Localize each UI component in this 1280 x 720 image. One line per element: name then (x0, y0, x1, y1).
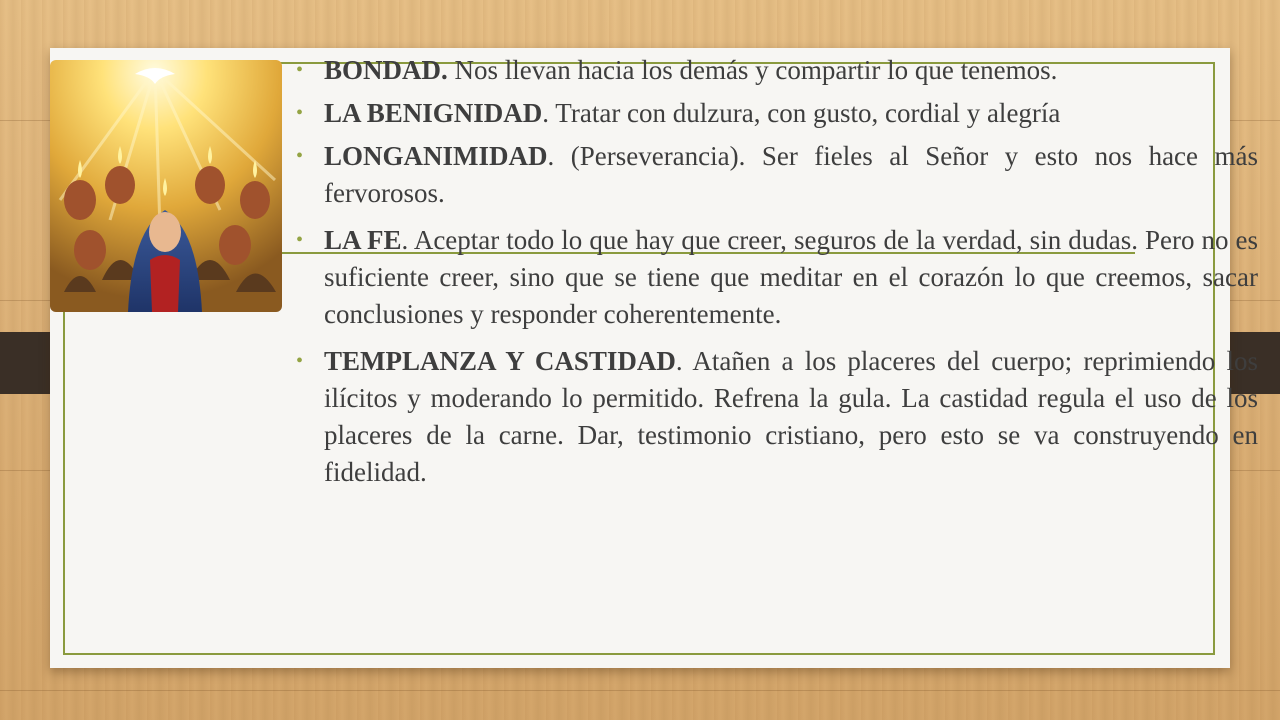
item-text: Nos llevan hacia los demás y compartir lo que tenemos. (447, 55, 1058, 85)
list-item-longanimidad (296, 138, 1258, 212)
bullet-icon: • (296, 350, 304, 372)
list-item-fe (296, 222, 1258, 333)
pentecost-image (50, 60, 282, 312)
bullet-icon: • (296, 229, 304, 251)
list-item-templanza (296, 343, 1258, 491)
pentecost-illustration (50, 60, 282, 312)
list-item-bondad (296, 52, 1258, 89)
bullet-icon: • (296, 102, 304, 124)
item-term: LA BENIGNIDAD (324, 98, 543, 128)
item-term: LONGANIMIDAD (324, 141, 548, 171)
wood-seam (0, 690, 1280, 691)
bullet-icon: • (296, 145, 304, 167)
item-text: . Atañen a los placeres del cuerpo; reprimiendo los ilícitos y moderando lo permitido. Refrena la gula. La castidad regula el uso de los placeres de la carne. Dar, testimonio cristiano, pero esto se va construyendo en fidelidad. (324, 346, 1258, 487)
virtues-list (296, 52, 1258, 491)
list-item-benignidad (296, 95, 1258, 132)
item-text: . Aceptar todo lo que hay que creer, seguros de la verdad, sin dudas. Pero no es suficiente creer, sino que se tiene que meditar en el corazón lo que creemos, sacar conclusiones y responder coherentemente. (324, 225, 1258, 329)
item-term: TEMPLANZA Y CASTIDAD (324, 346, 676, 376)
item-term: LA FE (324, 225, 402, 255)
bullet-icon: • (296, 59, 304, 81)
item-text: . (Perseverancia). Ser fieles al Señor y esto nos hace más fervorosos. (324, 141, 1258, 208)
item-text: . Tratar con dulzura, con gusto, cordial y alegría (542, 98, 1061, 128)
item-term: BONDAD. (324, 55, 448, 85)
